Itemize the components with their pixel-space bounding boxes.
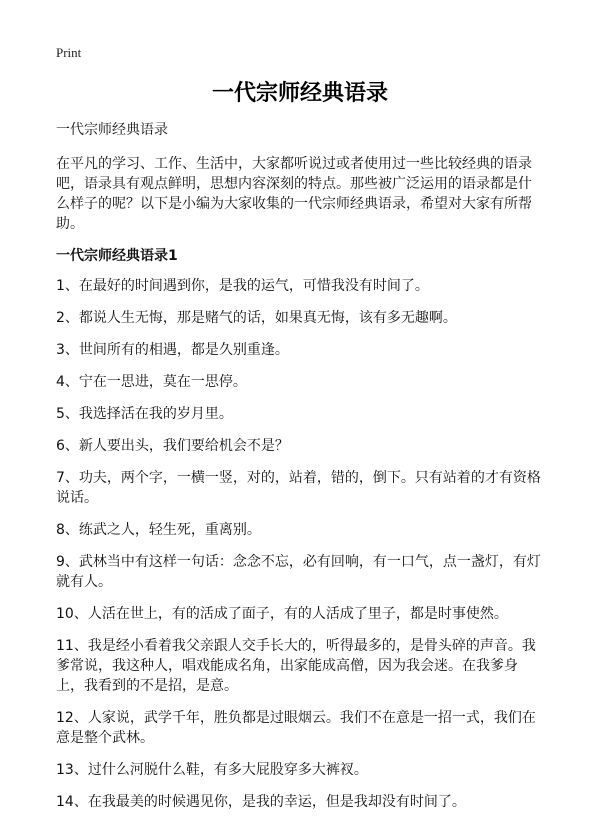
quote-item: 6、新人要出头，我们要给机会不是？ bbox=[56, 438, 289, 454]
quote-item: 5、我选择活在我的岁月里。 bbox=[56, 406, 233, 422]
quote-list bbox=[56, 276, 544, 812]
quote-item: 9、武林当中有这样一句话：念念不忘，必有回响，有一口气，点一盏灯，有灯就有人。 bbox=[56, 554, 541, 590]
section-heading: 一代宗师经典语录1 bbox=[56, 248, 178, 264]
quote-item: 1、在最好的时间遇到你，是我的运气，可惜我没有时间了。 bbox=[56, 278, 429, 294]
quote-item: 13、过什么河脱什么鞋，有多大屁股穿多大裤衩。 bbox=[56, 762, 368, 778]
quote-item: 4、宁在一思进，莫在一思停。 bbox=[56, 374, 247, 390]
quote-item: 11、我是经小看着我父亲跟人交手长大的，听得最多的，是骨头碎的声音。我爹常说，我这种人，唱戏能成名角，出家能成高僧，因为我会迷。在我爹身上，我看到的不是招，是意。 bbox=[56, 638, 536, 694]
quote-item: 2、都说人生无悔，那是赌气的话，如果真无悔，该有多无趣啊。 bbox=[56, 310, 457, 326]
quote-item: 3、世间所有的相遇，都是久别重逢。 bbox=[56, 342, 289, 358]
quote-item: 10、人活在世上，有的活成了面子，有的人活成了里子，都是时事使然。 bbox=[56, 606, 508, 622]
quote-item: 14、在我最美的时候遇见你，是我的幸运，但是我却没有时间了。 bbox=[56, 794, 466, 810]
page-title: 一代宗师经典语录 bbox=[211, 81, 388, 106]
document-subtitle: 一代宗师经典语录 bbox=[56, 122, 168, 138]
intro-paragraph: 在平凡的学习、工作、生活中，大家都听说过或者使用过一些比较经典的语录吧，语录具有观点鲜明，思想内容深刻的特点。那些被广泛运用的语录都是什么样子的呢？以下是小编为大家收集的一代宗师经典语录，希望对大家有所帮助。 bbox=[56, 156, 532, 232]
quote-item: 7、功夫，两个字，一横一竖，对的，站着，错的，倒下。只有站着的才有资格说话。 bbox=[56, 470, 541, 506]
print-link[interactable]: Print bbox=[56, 45, 82, 60]
quote-item: 8、练武之人，轻生死，重离别。 bbox=[56, 522, 261, 538]
quote-item: 12、人家说，武学千年，胜负都是过眼烟云。我们不在意是一招一式，我们在意是整个武林。 bbox=[56, 710, 536, 746]
